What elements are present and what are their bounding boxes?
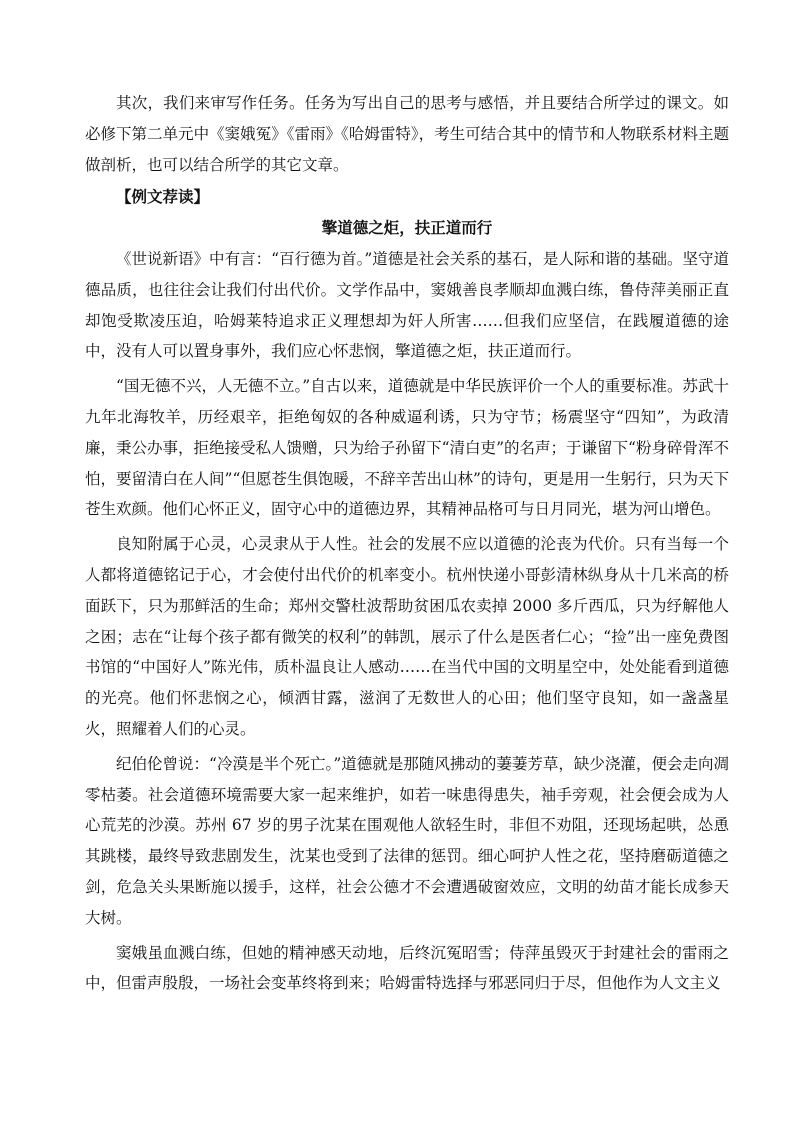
essay-paragraph: 良知附属于心灵，心灵隶从于人性。社会的发展不应以道德的沦丧为代价。只有当每一个人都将道德铭记于心，才会使付出代价的机率变小。杭州快递小哥彭清林纵身从十几米高的桥面跃下，只为那鲜活的生命；郑州交警杜波帮助贫困瓜农卖掉 2000 多斤西瓜，只为纾解他人之困；志在“让每个孩子都有微笑的权利”的韩凯，展示了什么是医者仁心；“捡”出一座免费图书馆的“中国好人”陈光伟，质朴温良让人感动……在当代中国的文明星空中，处处能看到道德的光亮。他们怀悲悯之心，倾洒甘露，滋润了无数世人的心田；他们坚守良知，如一盏盏星火，照耀着人们的心灵。 (85, 535, 729, 738)
section-heading: 【例文荐读】 (116, 187, 210, 207)
essay-paragraph: “国无德不兴，人无德不立。”自古以来，道德就是中华民族评价一个人的重要标准。苏武十九年北海牧羊，历经艰辛，拒绝匈奴的各种威逼利诱，只为守节；杨震坚守“四知”，为政清廉，秉公办事，拒绝接受私人馈赠，只为给子孙留下“清白吏”的名声；于谦留下“粉身碎骨浑不怕，要留清白在人间”“但愿苍生俱饱暖，不辞辛苦出山林”的诗句，更是用一生躬行，只为天下苍生欢颜。他们心怀正义，固守心中的道德边界，其精神品格可与日月同光，堪为河山增色。 (85, 377, 729, 519)
essay-paragraph: 《世说新语》中有言：“百行德为首。”道德是社会关系的基石，是人际和谐的基础。坚守道德品质，也往往会让我们付出代价。文学作品中，窦娥善良孝顺却血溅白练，鲁侍萍美丽正直却饱受欺凌压迫，哈姆莱特追求正义理想却为奸人所害……但我们应坚信，在践履道德的途中，没有人可以置身事外，我们应心怀悲悯，擎道德之炬，扶正道而行。 (85, 249, 729, 361)
document-page (85, 88, 729, 1003)
essay-title: 擎道德之炬，扶正道而行 (321, 218, 493, 238)
intro-paragraph: 其次，我们来审写作任务。任务为写出自己的思考与感悟，并且要结合所学过的课文。如必修下第二单元中《窦娥冤》《雷雨》《哈姆雷特》，考生可结合其中的情节和人物联系材料主题做剖析，也可以结合所学的其它文章。 (85, 94, 729, 174)
essay-paragraph: 纪伯伦曾说：“冷漠是半个死亡。”道德就是那随风拂动的萋萋芳草，缺少浇灌，便会走向凋零枯萎。社会道德环境需要大家一起来维护，如若一味患得患失，袖手旁观，社会便会成为人心荒芜的沙漠。苏州 67 岁的男子沈某在围观他人欲轻生时，非但不劝阻，还现场起哄，怂恿其跳楼，最终导致悲剧发生，沈某也受到了法律的惩罚。细心呵护人性之花，坚持磨砺道德之剑，危急关头果断施以援手，这样，社会公德才不会遭遇破窗效应，文明的幼苗才能长成参天大树。 (85, 754, 729, 927)
essay-paragraph: 窦娥虽血溅白练，但她的精神感天动地，后终沉冤昭雪；侍萍虽毁灭于封建社会的雷雨之中，但雷声殷殷，一场社会变革终将到来；哈姆雷特选择与邪恶同归于尽，但他作为人文主义 (85, 943, 729, 993)
